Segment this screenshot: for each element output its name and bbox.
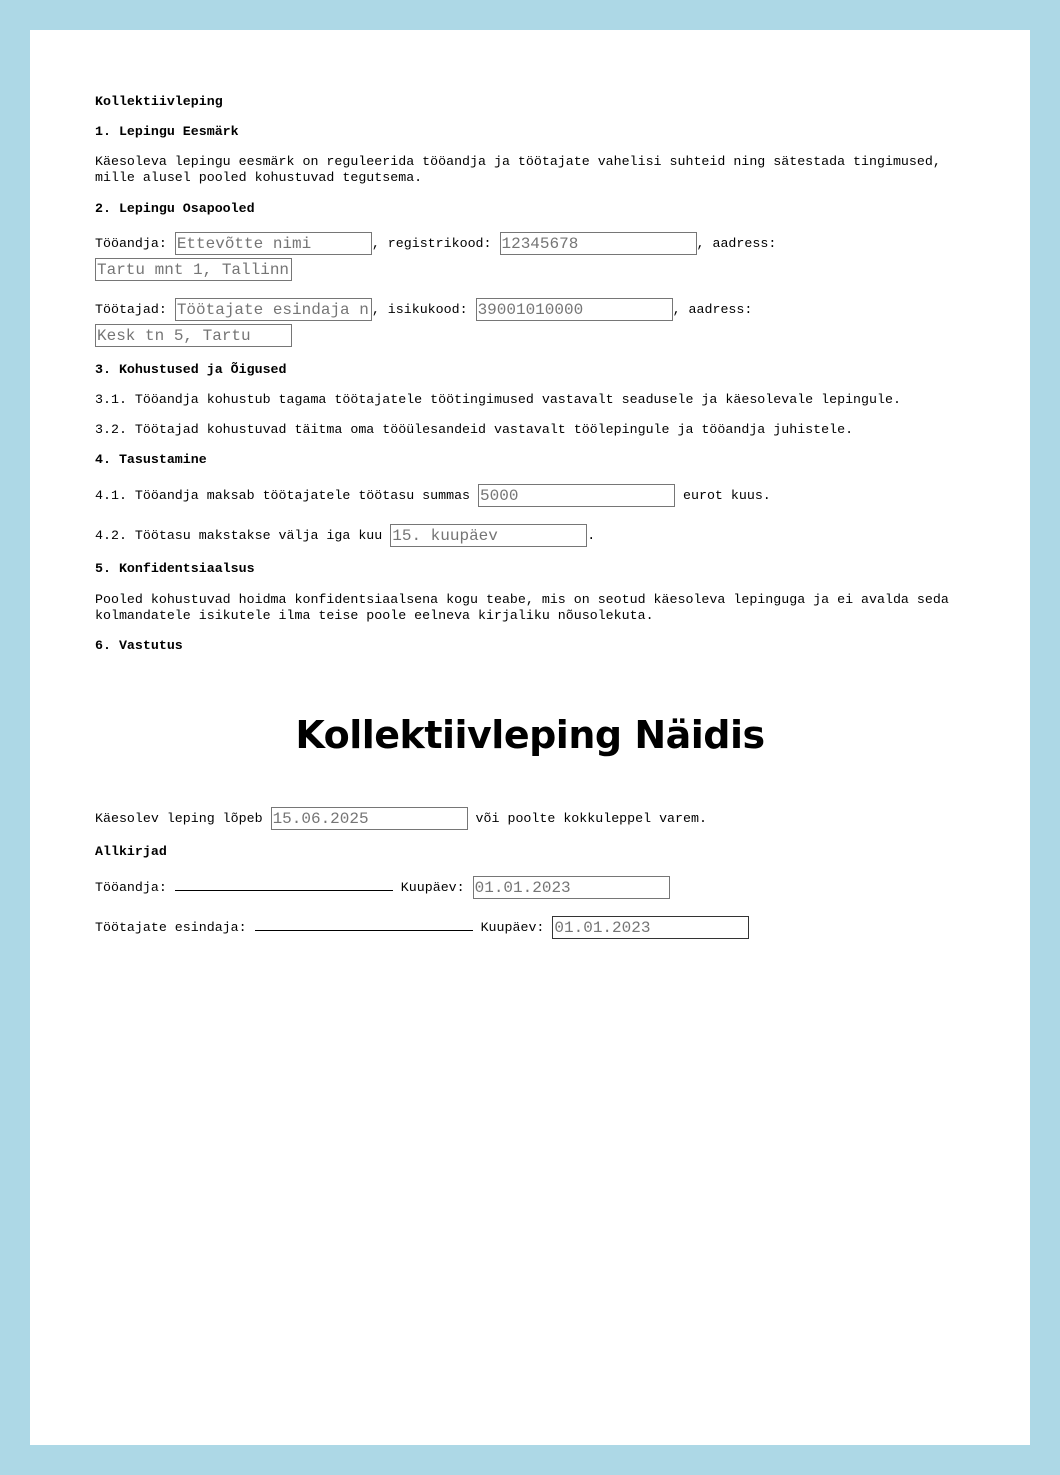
employer-name-input[interactable] [175,232,372,255]
employer-address-row [95,258,292,281]
employees-row [95,298,752,321]
employer-label: Tööandja: [95,236,167,252]
rep-date-label: Kuupäev: [480,920,545,936]
rep-signature-row [95,916,749,939]
employer-date-input[interactable] [473,876,670,899]
rep-date-input[interactable] [552,916,749,939]
rep-signature-line [255,919,473,931]
employer-signature-label: Tööandja: [95,880,167,896]
end-text-before: Käesolev leping lõpeb [95,811,263,827]
section-3-p1: 3.1. Tööandja kohustub tagama töötajatele töötingimused vastavalt seadusele ja käesolevale lepingule. [95,392,901,407]
employer-row [95,232,776,255]
section-3-p2: 3.2. Töötajad kohustuvad täitma oma tööülesandeid vastavalt töölepingule ja tööandja juhistele. [95,422,854,437]
employer-signature-row [95,876,670,899]
document-page [30,30,1030,1445]
end-date-row [95,807,707,830]
employees-address-input[interactable] [95,324,292,347]
banner-title: Kollektiivleping Näidis [295,713,765,757]
employer-date-label: Kuupäev: [400,880,465,896]
section-5-heading: 5. Konfidentsiaalsus [95,561,255,576]
idcode-input[interactable] [476,298,673,321]
employer-signature-line [175,879,393,891]
employer-address-label: , aadress: [696,236,777,252]
section-4-heading: 4. Tasustamine [95,452,207,467]
employees-label: Töötajad: [95,302,167,318]
section-3-heading: 3. Kohustused ja Õigused [95,362,287,377]
payday-text-after: . [587,528,596,544]
end-text-after: või poolte kokkuleppel varem. [475,811,707,827]
employees-address-label: , aadress: [672,302,753,318]
section-1-text: Käesoleva lepingu eesmärk on reguleerida tööandja ja töötajate vahelisi suhteid ning sätestada tingimused, mille alusel pooled kohustuvad tegutsema. [95,154,941,185]
employees-address-row [95,324,292,347]
employer-address-input[interactable] [95,258,292,281]
salary-text-before: 4.1. Tööandja maksab töötajatele töötasu summas [95,488,471,504]
idcode-label: , isikukood: [371,302,468,318]
section-5-text: Pooled kohustuvad hoidma konfidentsiaalsena kogu teabe, mis on seotud käesoleva lepinguga ja ei avalda seda kolmandatele isikutele ilma teise poole eelneva kirjaliku nõusolekuta. [95,592,949,623]
salary-input[interactable] [478,484,675,507]
section-6-heading: 6. Vastutus [95,638,183,653]
payday-input[interactable] [390,524,587,547]
payday-row [95,524,595,547]
payday-text-before: 4.2. Töötasu makstakse välja iga kuu [95,528,383,544]
rep-signature-label: Töötajate esindaja: [95,920,247,936]
regcode-label: , registrikood: [371,236,492,252]
end-date-input[interactable] [271,807,468,830]
document-title: Kollektiivleping [95,94,223,109]
regcode-input[interactable] [500,232,697,255]
rep-name-input[interactable] [175,298,372,321]
salary-row [95,484,771,507]
title-banner [30,660,1030,810]
section-2-heading: 2. Lepingu Osapooled [95,201,255,216]
signatures-heading: Allkirjad [95,844,167,859]
section-1-heading: 1. Lepingu Eesmärk [95,124,239,139]
salary-text-after: eurot kuus. [683,488,771,504]
